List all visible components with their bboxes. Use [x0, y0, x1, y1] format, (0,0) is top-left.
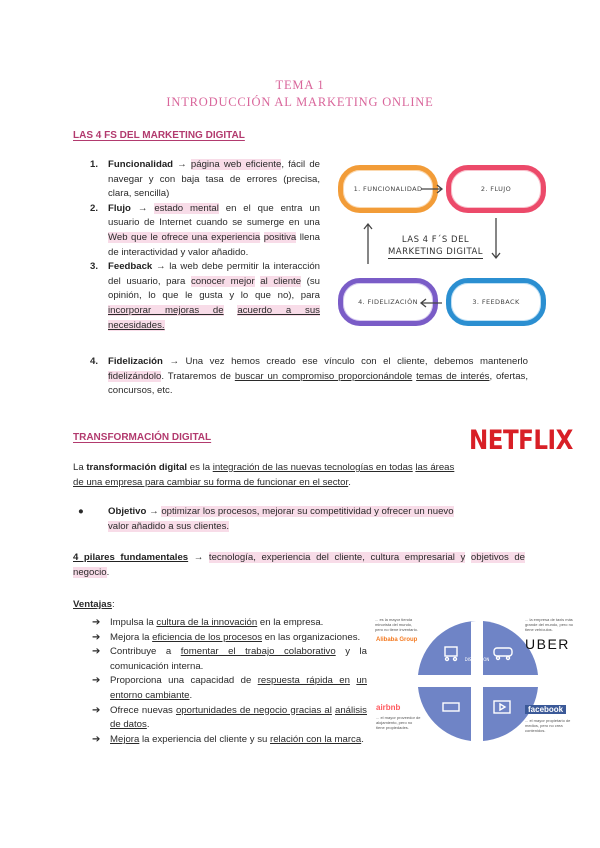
node-label: 3. FEEDBACK — [472, 298, 520, 306]
item-text: Una vez hemos creado ese vínculo con el cliente, debemos — [185, 356, 474, 367]
arrow-icon: → — [193, 552, 204, 563]
text: Impulsa la — [110, 617, 154, 628]
item-term: Flujo — [108, 202, 131, 214]
text: en las — [264, 631, 291, 643]
item-text: . Trataremos de — [161, 370, 231, 382]
four-fs-diagram — [338, 160, 533, 335]
item-number: 3. — [90, 261, 99, 273]
item-text: (precisa, clara, sencilla) — [108, 173, 320, 200]
objetivo-bullet — [78, 505, 510, 534]
item-text: añadido. — [211, 246, 249, 258]
highlight-text: estado mental — [154, 202, 219, 214]
disc-quadrant-bl — [418, 687, 471, 741]
highlight-text: Web que le ofrece una experiencia — [108, 231, 261, 243]
list-item-fidelizacion — [90, 355, 528, 399]
uber-caption: ... la empresa de taxis más grande del mundo, pero no tiene vehículos. — [525, 617, 574, 632]
item-text: en el que entra un — [225, 202, 321, 214]
underlined-text: oportunidades de negocio gracias al — [175, 704, 332, 716]
punct: , — [281, 159, 284, 170]
arrow-right-icon: ➔ — [92, 704, 101, 716]
item-text: llena de interactividad y valor — [108, 231, 321, 258]
center-line1: LAS 4 F´S DEL — [401, 235, 470, 245]
punct: . — [348, 476, 351, 488]
section-heading-4fs: LAS 4 FS DEL MARKETING DIGITAL — [73, 130, 245, 141]
text: y la — [345, 646, 367, 658]
item-text: que no), para — [254, 290, 321, 302]
highlight-text: página web eficiente — [190, 159, 282, 170]
item-text: , ofertas, concursos, etc. — [108, 370, 528, 397]
node-label: 1. FUNCIONALIDAD — [353, 185, 423, 193]
arrow-icon: → — [149, 506, 159, 517]
highlight-text: tecnología, experiencia del cliente, cultura empresarial y — [208, 552, 466, 563]
bullet-dot-icon: ● — [78, 506, 84, 517]
item-text: usuario de Internet cuando se sumerge en — [108, 217, 300, 229]
facebook-logo: facebook — [525, 705, 566, 714]
underlined-text: eficiencia de los procesos — [152, 631, 262, 643]
list-item — [92, 674, 367, 703]
underlined-text: Mejora — [110, 733, 140, 745]
text: la experiencia del cliente y su — [142, 733, 268, 745]
highlight-text: positiva — [263, 231, 297, 243]
arrow-icon: → — [177, 159, 187, 170]
text: organizaciones. — [292, 631, 361, 643]
transformacion-paragraph — [73, 461, 463, 490]
highlight-text: conocer mejor — [190, 275, 255, 287]
node-label: 2. FLUJO — [480, 185, 512, 193]
bold-term: Objetivo — [108, 506, 147, 517]
alibaba-logo: Alibaba Group — [376, 637, 418, 643]
list-item — [92, 704, 367, 733]
underlined-text: cultura de la innovación — [156, 617, 258, 628]
facebook-caption: ... el mayor propietario de medios, pero no crea contenidos. — [525, 718, 571, 733]
disc-quadrant-tl — [418, 621, 476, 675]
underlined-text: respuesta rápida en — [257, 675, 350, 687]
arrow-icon: → — [155, 261, 166, 273]
text: La — [73, 462, 84, 473]
text: en la empresa. — [259, 617, 324, 628]
list-item — [92, 733, 410, 748]
doc-title-line2: INTRODUCCIÓN AL MARKETING ONLINE — [166, 95, 434, 109]
item-text: una — [303, 217, 320, 229]
text: Mejora la — [110, 631, 150, 643]
underlined-text: buscar un compromiso proporcionándole — [234, 370, 413, 382]
disc-center-h: DISRUPTION — [464, 679, 490, 684]
disc-center-v: DISRUPTION — [464, 657, 490, 662]
arrow-icon: → — [169, 356, 180, 367]
text: comunicación interna. — [110, 660, 204, 672]
disruption-infographic — [373, 617, 583, 745]
item-number: 2. — [90, 202, 99, 214]
ventajas-label — [73, 598, 115, 613]
item-text: mantenerlo — [480, 356, 528, 367]
list-item — [92, 645, 367, 674]
highlight-text: valor añadido a sus clientes. — [108, 520, 230, 532]
underlined-text: temas de interés — [416, 370, 490, 382]
item-text: fácil de navegar y con baja tasa de errores — [108, 159, 320, 185]
underlined-text: acuerdo a sus necesidades. — [108, 304, 320, 331]
underlined-text: las áreas de una empresa para cambiar su forma de funcionar en el sector — [73, 462, 455, 488]
arrow-icon: → — [137, 202, 148, 214]
text: Contribuye a — [110, 646, 172, 658]
list-item-funcionalidad — [90, 158, 320, 202]
alibaba-caption: ... es la mayor tienda minorista del mundo, pero no tiene inventario. — [375, 617, 418, 632]
netflix-logo: NETFLIX — [469, 426, 573, 456]
item-term: Funcionalidad — [108, 159, 174, 170]
ventajas-list — [92, 616, 367, 747]
text: Proporciona una capacidad de — [110, 675, 252, 687]
item-number: 4. — [90, 356, 99, 367]
section-heading-transformacion: TRANSFORMACIÓN DIGITAL — [73, 432, 212, 443]
list-item-flujo — [90, 202, 321, 260]
arrow-right-icon: ➔ — [92, 733, 101, 745]
item-term: Fidelización — [108, 356, 163, 367]
airbnb-logo: airbnb — [376, 703, 401, 712]
diagram-arrows — [338, 160, 533, 335]
item-text: (su opinión, lo que le gusta y lo — [108, 275, 320, 302]
doc-title-line1: TEMA 1 — [275, 78, 325, 92]
item-text: interacción del usuario, para — [108, 261, 321, 287]
bold-term: transformación digital — [86, 462, 188, 473]
uber-logo: UBER — [525, 636, 570, 652]
bold-underlined-term: 4 pilares fundamentales — [73, 552, 189, 563]
ventajas-heading: Ventajas — [73, 599, 112, 610]
punct: . — [146, 719, 150, 731]
item-term: Feedback — [108, 261, 153, 273]
underlined-text: fomentar el trabajo colaborativo — [180, 646, 336, 658]
item-number: 1. — [90, 159, 99, 170]
highlight-text: fidelizándolo — [108, 370, 162, 382]
punct: : — [111, 599, 115, 610]
arrow-right-icon: ➔ — [92, 675, 101, 687]
punct: . — [189, 689, 193, 701]
highlight-text: objetivos de negocio — [73, 552, 526, 578]
arrow-right-icon: ➔ — [92, 617, 101, 628]
punct: . — [361, 733, 364, 745]
highlight-text: optimizar los procesos, mejorar su competitividad y ofrecer un nuevo — [161, 506, 454, 517]
airbnb-caption: ... el mayor proveedor de alojamiento, pero no tiene propiedades. — [376, 715, 421, 730]
text: Ofrece nuevas — [110, 704, 173, 716]
list-item — [92, 616, 367, 631]
text: es la — [189, 462, 211, 473]
underlined-text: incorporar mejoras de — [108, 304, 224, 316]
pilares-paragraph — [73, 551, 525, 580]
list-item — [92, 631, 367, 646]
punct: . — [106, 566, 110, 578]
arrow-right-icon: ➔ — [92, 646, 101, 658]
underlined-text: relación con la marca — [270, 733, 362, 745]
underlined-text: un entorno cambiante — [110, 675, 367, 701]
list-item-feedback — [90, 260, 321, 333]
item-text: la web debe permitir la — [169, 261, 270, 273]
arrow-right-icon: ➔ — [92, 631, 101, 643]
underlined-text: integración de las nuevas tecnologías en todas — [212, 462, 413, 473]
four-fs-list — [90, 158, 321, 333]
underlined-text: análisis de datos — [110, 704, 367, 731]
node-label: 4. FIDELIZACIÓN — [358, 298, 418, 306]
center-line2: MARKETING DIGITAL — [387, 247, 484, 257]
highlight-text: al cliente — [260, 275, 302, 287]
